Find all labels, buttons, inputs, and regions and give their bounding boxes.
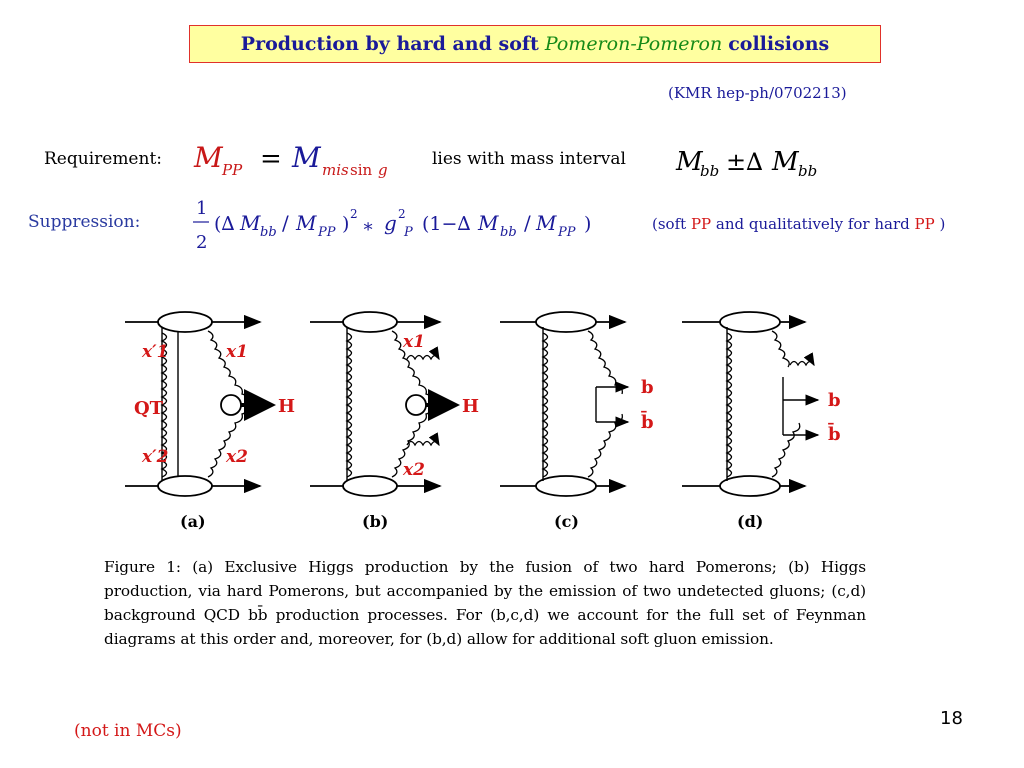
svg-text:2: 2 xyxy=(350,207,358,221)
svg-text:mis: mis xyxy=(322,161,349,179)
svg-text:PP: PP xyxy=(318,225,336,240)
svg-text:bb: bb xyxy=(798,162,818,180)
diagram-d xyxy=(682,312,841,531)
svg-text:M: M xyxy=(772,147,799,177)
svg-text:bb: bb xyxy=(260,225,277,240)
svg-text:=: = xyxy=(260,144,282,174)
svg-text:M: M xyxy=(536,211,557,235)
svg-text:2: 2 xyxy=(398,207,406,221)
svg-text:/: / xyxy=(282,211,289,235)
svg-text:∗: ∗ xyxy=(362,216,375,237)
svg-text:1: 1 xyxy=(196,198,208,219)
title-part2: Pomeron-Pomeron xyxy=(544,33,723,55)
svg-text:±∆: ±∆ xyxy=(726,148,763,176)
label-bbar-c: b̄ xyxy=(641,412,654,433)
label-b-quark-d: b xyxy=(828,390,841,411)
label-x2-b: x2 xyxy=(403,460,425,480)
svg-text:(1−∆: (1−∆ xyxy=(422,213,471,235)
mass-interval-formula xyxy=(672,140,832,186)
label-d: (d) xyxy=(737,512,764,531)
svg-text:bb: bb xyxy=(700,162,720,180)
svg-text:M: M xyxy=(194,141,223,174)
label-x2: x2 xyxy=(226,447,248,467)
title-part3: collisions xyxy=(728,33,830,55)
requirement-formula xyxy=(190,135,410,185)
label-x1: x1 xyxy=(226,342,248,362)
label-x1-b: x1 xyxy=(403,332,425,352)
label-qt: QT xyxy=(134,398,164,419)
svg-text:g: g xyxy=(384,211,397,235)
note-middle: and qualitatively for hard xyxy=(711,215,915,233)
svg-text:g: g xyxy=(378,161,388,179)
suppression-label: Suppression: xyxy=(28,212,141,232)
svg-text:P: P xyxy=(404,225,413,240)
svg-text:bb: bb xyxy=(500,225,517,240)
diagram-b xyxy=(310,312,479,531)
label-c: (c) xyxy=(554,512,579,531)
label-x2-prime: x′2 xyxy=(142,447,169,467)
svg-text:PP: PP xyxy=(222,161,243,179)
svg-text:sin: sin xyxy=(350,161,373,179)
suppression-formula xyxy=(190,192,610,258)
footer-note: (not in MCs) xyxy=(74,721,182,741)
page-number: 18 xyxy=(940,708,963,729)
note-pp-soft: PP xyxy=(690,215,712,233)
label-h-b: H xyxy=(462,396,480,417)
label-x1-prime: x′1 xyxy=(142,342,169,362)
label-h-a: H xyxy=(278,396,296,417)
suppression-note xyxy=(652,215,945,233)
label-b: (b) xyxy=(362,512,389,531)
svg-text:M: M xyxy=(478,211,499,235)
svg-text:M: M xyxy=(240,211,261,235)
note-suffix: ) xyxy=(934,215,946,233)
figure-caption: Figure 1: (a) Exclusive Higgs production by the fusion of two hard Pomerons; (b) Higgs production, via hard Pomerons, but accompanied by the emission of two undetected gluons; (c,d) background QCD bb̄ production processes. For (b,c,d) we account for the full set of Feynman diagrams at this order and, moreover, for (b,d) allow for additional soft gluon emission. xyxy=(104,558,866,648)
svg-text:(∆: (∆ xyxy=(214,213,235,235)
svg-text:/: / xyxy=(524,211,531,235)
diagram-a xyxy=(125,312,295,531)
diagram-c xyxy=(500,312,654,531)
svg-text:M: M xyxy=(292,141,321,174)
label-b-quark-c: b xyxy=(641,377,654,398)
svg-text:): ) xyxy=(342,213,350,235)
slide-title xyxy=(189,25,881,63)
svg-text:M: M xyxy=(296,211,317,235)
note-prefix: (soft xyxy=(652,215,691,233)
title-part1: Production by hard and soft xyxy=(240,33,539,55)
note-pp-hard: PP xyxy=(914,215,935,233)
lies-with-text: lies with mass interval xyxy=(432,149,626,169)
svg-text:): ) xyxy=(584,213,592,235)
svg-text:2: 2 xyxy=(196,232,208,253)
svg-text:M: M xyxy=(676,147,703,177)
svg-text:PP: PP xyxy=(558,225,576,240)
requirement-label: Requirement: xyxy=(44,149,163,169)
label-bbar-d: b̄ xyxy=(828,424,841,445)
label-a: (a) xyxy=(180,512,206,531)
feynman-diagrams xyxy=(100,295,920,545)
reference: (KMR hep-ph/0702213) xyxy=(668,84,847,102)
